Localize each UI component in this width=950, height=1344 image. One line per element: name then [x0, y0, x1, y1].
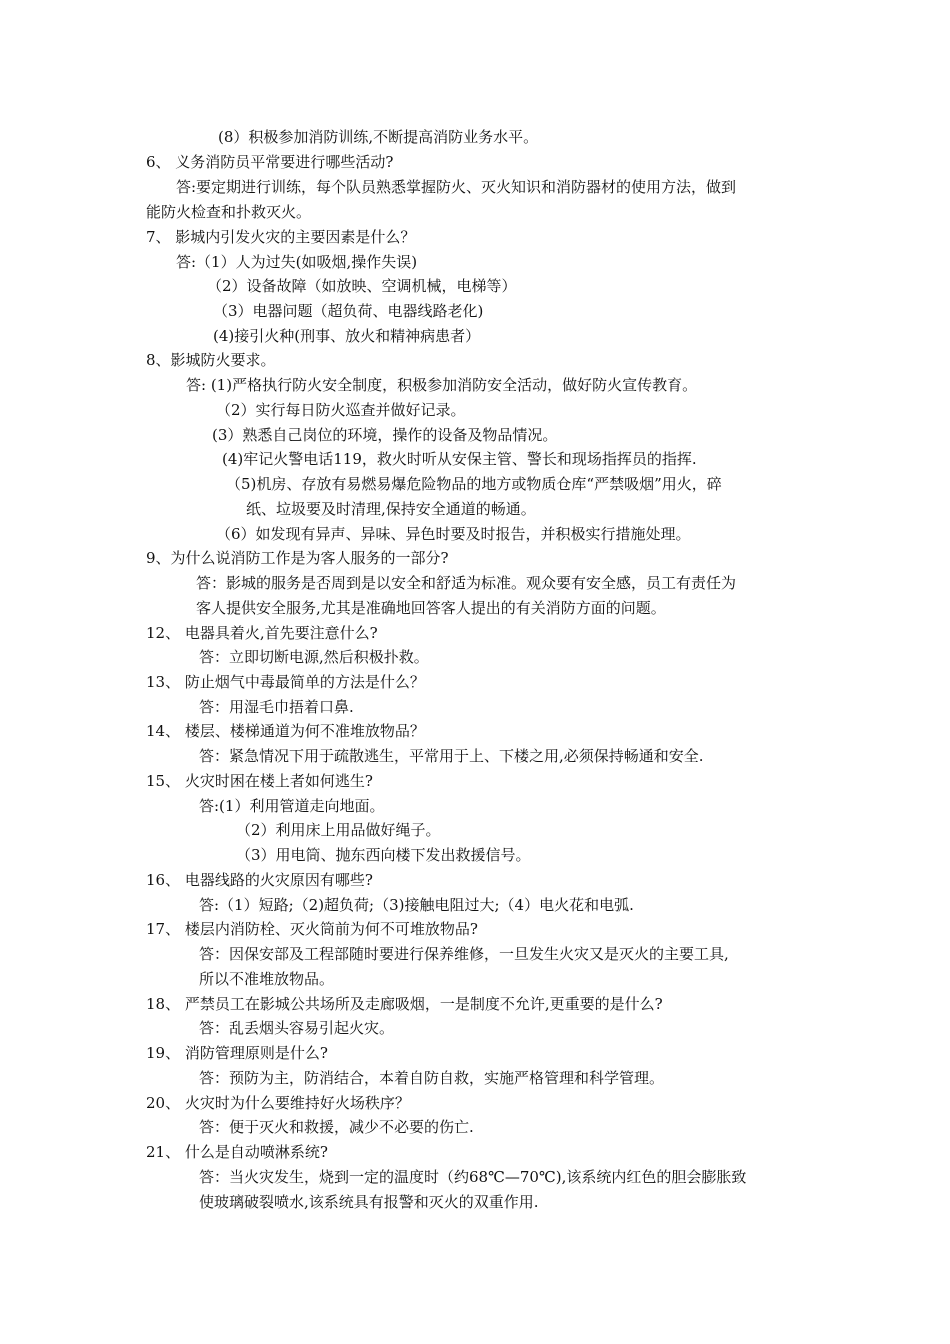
question-line: 14、 楼层、楼梯通道为何不准堆放物品？ — [146, 722, 425, 740]
answer-line: 所以不准堆放物品。 — [199, 970, 335, 988]
question-line: 18、 严禁员工在影城公共场所及走廊吸烟，一是制度不允许,更重要的是什么? — [146, 995, 663, 1013]
answer-line: 能防火检查和扑救灭火。 — [146, 203, 312, 221]
answer-line: 答:（1）人为过失(如吸烟,操作失误) — [176, 253, 418, 271]
answer-line: 答:要定期进行训练，每个队员熟悉掌握防火、灭火知识和消防器材的使用方法，做到 — [176, 178, 737, 196]
answer-line: 答：影城的服务是否周到是以安全和舒适为标准。观众要有安全感，员工有责任为 — [196, 574, 737, 592]
answer-line: 答：立即切断电源,然后积极扑救。 — [199, 648, 429, 666]
answer-line: 答：用湿毛巾捂着口鼻. — [199, 698, 354, 716]
question-line: 21、 什么是自动喷淋系统? — [146, 1143, 328, 1161]
answer-line: (4)接引火种(刑事、放火和精神病患者） — [213, 327, 481, 345]
question-line: 20、 火灾时为什么要维持好火场秩序？ — [146, 1094, 410, 1112]
answer-line: 纸、垃圾要及时清理,保持安全通道的畅通。 — [246, 500, 536, 518]
question-line: 19、 消防管理原则是什么? — [146, 1044, 328, 1062]
question-line: 9、为什么说消防工作是为客人服务的一部分? — [146, 549, 449, 567]
answer-line: 答:（1）短路;（2)超负荷;（3)接触电阻过大;（4）电火花和电弧. — [199, 896, 634, 914]
answer-line: （3）用电筒、抛东西向楼下发出救援信号。 — [236, 846, 531, 864]
answer-line: （2）利用床上用品做好绳子。 — [236, 821, 441, 839]
question-line: 8、影城防火要求。 — [146, 351, 276, 369]
answer-line: (4)牢记火警电话119，救火时听从安保主管、警长和现场指挥员的指挥. — [222, 450, 697, 468]
answer-line: 答：乱丢烟头容易引起火灾。 — [199, 1019, 395, 1037]
question-line: 16、 电器线路的火灾原因有哪些? — [146, 871, 373, 889]
question-line: 7、 影城内引发火灾的主要因素是什么？ — [146, 228, 416, 246]
answer-line: 答:(1）利用管道走向地面。 — [199, 797, 385, 815]
question-line: 6、 义务消防员平常要进行哪些活动? — [146, 153, 394, 171]
answer-line: 答：预防为主，防消结合，本着自防自救，实施严格管理和科学管理。 — [199, 1069, 665, 1087]
answer-line: （2）实行每日防火巡查并做好记录。 — [216, 401, 466, 419]
answer-line: 答：当火灾发生，烧到一定的温度时（约68℃—70℃),该系统内红色的胆会膨胀致 — [199, 1168, 747, 1186]
answer-line: （2）设备故障（如放映、空调机械，电梯等） — [207, 277, 517, 295]
question-line: 12、 电器具着火,首先要注意什么? — [146, 624, 378, 642]
question-line: 13、 防止烟气中毒最简单的方法是什么？ — [146, 673, 425, 691]
answer-line: （5)机房、存放有易燃易爆危险物品的地方或物质仓库“严禁吸烟”用火，碎 — [226, 475, 722, 493]
answer-line: 客人提供安全服务,尤其是准确地回答客人提出的有关消防方面的问题。 — [196, 599, 666, 617]
answer-line: 答：紧急情况下用于疏散逃生，平常用于上、下楼之用,必须保持畅通和安全. — [199, 747, 704, 765]
answer-line: 答: (1)严格执行防火安全制度，积极参加消防安全活动，做好防火宣传教育。 — [186, 376, 698, 394]
answer-line: （3）电器问题（超负荷、电器线路老化) — [213, 302, 484, 320]
answer-line: (3）熟悉自己岗位的环境，操作的设备及物品情况。 — [212, 426, 558, 444]
answer-line: 使玻璃破裂喷水,该系统具有报警和灭火的双重作用. — [199, 1193, 539, 1211]
answer-line: 答：便于灭火和救援，减少不必要的伤亡. — [199, 1118, 474, 1136]
answer-line: (8）积极参加消防训练,不断提高消防业务水平。 — [218, 128, 539, 146]
answer-line: （6）如发现有异声、异味、异色时要及时报告，并积极实行措施处理。 — [216, 525, 691, 543]
answer-line: 答：因保安部及工程部随时要进行保养维修，一旦发生火灾又是灭火的主要工具, — [199, 945, 729, 963]
question-line: 15、 火灾时困在楼上者如何逃生? — [146, 772, 373, 790]
question-line: 17、 楼层内消防栓、灭火筒前为何不可堆放物品? — [146, 920, 478, 938]
